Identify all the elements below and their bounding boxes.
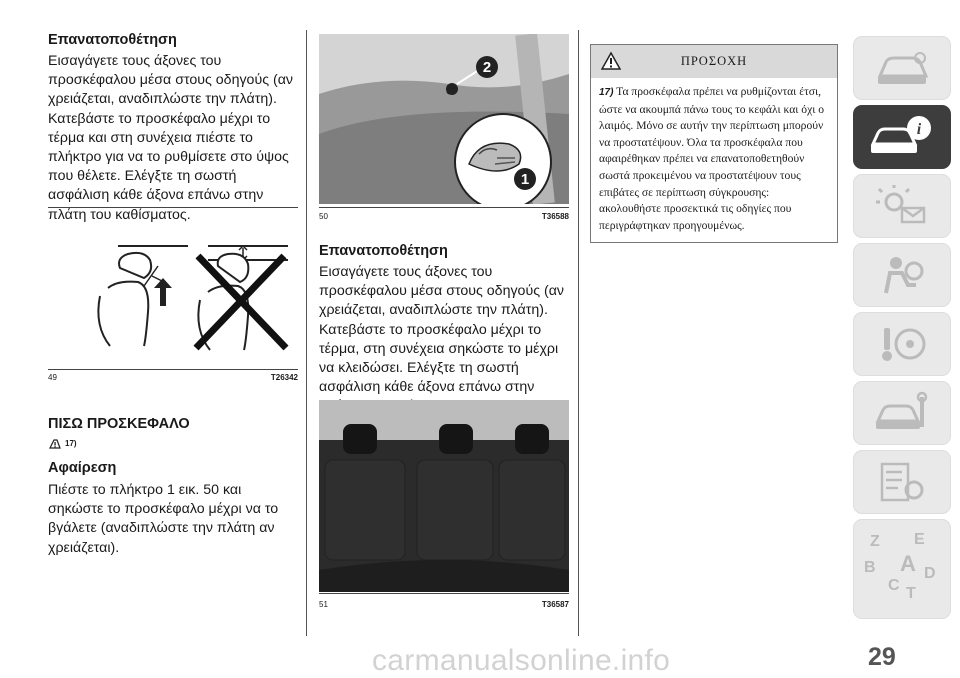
figure-51-rule: [319, 593, 569, 594]
tab-dashboard[interactable]: [853, 36, 951, 100]
section-title: ΠΙΣΩ ΠΡΟΣΚΕΦΑΛΟ: [48, 416, 190, 432]
warning-box: [590, 44, 838, 243]
figure-51-number: 51: [319, 600, 328, 609]
figure-50-rule: [319, 207, 569, 208]
index-letter-t: T: [906, 585, 916, 602]
headrest-diagram: [48, 236, 298, 356]
warning-number: 17): [599, 87, 614, 98]
figure-50-caption: [319, 212, 569, 221]
heading-reinstallation-1: Επανατοποθέτηση: [48, 32, 177, 48]
warning-text: Τα προσκέφαλα πρέπει να ρυθμίζονται έτσι, ώστε να ακουμπά πάνω τους το κεφάλι και όχι ο λαιμός. Μόνο σε αυτήν την περίπτωση μπορούν να προστατέψουν. Όλα τα προσκέφαλα που αφαιρέθηκαν πρέπει να επανατοποθετηθούν σωστά προκειμένου να προστατέψουν τους επιβάτες σε περίπτωση σύγκρουσης: ακολουθήστε προσεκτικά τις οδηγίες που περιγράφτηκαν προηγουμένως.: [599, 85, 825, 232]
heading-reinstallation-2: Επανατοποθέτηση: [319, 243, 448, 259]
figure-49-number: 49: [48, 373, 57, 382]
column-separator-1: [306, 30, 307, 636]
tab-warning-lights[interactable]: [853, 174, 951, 238]
warning-reference: [48, 436, 77, 450]
index-letters-icon: [862, 529, 942, 609]
figure-49-caption: [48, 373, 298, 382]
paragraph-reinstallation-1: Εισαγάγετε τους άξονες του προσκέφαλου μέσα στους οδηγούς (αν χρειάζεται, αναδιπλώστε την πλάτη). Κατεβάστε το προσκέφαλο μέχρι το τέρμα και στη συνέχεια πιέστε το πλήκτρο για να το ρυθμίσετε στο ύψος που θέλετε. Ελέγξτε τη σωστή ασφάλιση κάθε άξονα επάνω στην πλάτη του καθίσματος.: [48, 53, 294, 223]
warning-header: [591, 45, 837, 78]
car-info-icon: [867, 114, 937, 160]
figure-50-number: 50: [319, 212, 328, 221]
figure-51-image: [319, 400, 569, 592]
tab-car-info[interactable]: [853, 105, 951, 169]
index-letter-d: D: [924, 565, 936, 582]
heading-removal: Αφαίρεση: [48, 460, 117, 476]
car-wrench-icon: [872, 391, 932, 435]
index-letter-c: C: [888, 577, 900, 594]
figure-49-code: T26342: [270, 373, 298, 382]
index-letter-z: Z: [870, 533, 880, 550]
figure-50-image: [319, 34, 569, 204]
car-dashboard-icon: [872, 46, 932, 90]
tab-index[interactable]: [853, 519, 951, 619]
index-letter-a: A: [900, 551, 916, 576]
warning-light-envelope-icon: [872, 184, 932, 228]
tab-safety[interactable]: [853, 243, 951, 307]
figure-49-image: [48, 236, 298, 356]
paragraph-reinstallation-2: Εισαγάγετε τους άξονες του προσκέφαλου μέσα στους οδηγούς (αν χρειάζεται, αναδιπλώστε την πλάτη). Κατεβάστε το προσκέφαλο μέχρι το τέρμα, στη συνέχεια σηκώστε το μέχρι να κλειδώσει. Ελέγξτε τη σωστή ασφάλιση κάθε άξονα επάνω στην: [319, 264, 565, 396]
tab-starting-driving[interactable]: [853, 312, 951, 376]
callout-1: 1: [514, 168, 536, 190]
index-letter-e: E: [914, 531, 925, 548]
warning-ref-number: 17): [65, 438, 77, 448]
airbag-person-icon: [872, 253, 932, 297]
paragraph-removal: Πιέστε το πλήκτρο 1 εικ. 50 και σηκώστε το προσκέφαλο μέχρι να το βγάλετε (αναδιπλώστε την πλάτη αν χρειάζεται).: [48, 482, 279, 556]
column-separator-2: [578, 30, 579, 636]
callout-2: 2: [476, 56, 498, 78]
checklist-gear-icon: [872, 460, 932, 504]
index-letter-b: B: [864, 559, 876, 576]
divider: [48, 207, 298, 208]
warning-triangle-icon: [601, 51, 621, 71]
rear-seats-photo: [319, 400, 569, 592]
warning-hand-icon: [48, 436, 62, 450]
warning-body: [591, 78, 837, 242]
svg-text:i: i: [916, 121, 922, 138]
figure-51-code: T36587: [541, 600, 569, 609]
warning-title: ΠΡΟΣΟΧΗ: [680, 54, 748, 68]
tab-maintenance[interactable]: [853, 381, 951, 445]
figure-51-caption: [319, 600, 569, 609]
key-steering-wheel-icon: [872, 322, 932, 366]
page-number: 29: [868, 643, 896, 671]
figure-50-code: T36588: [541, 212, 569, 221]
tab-technical-data[interactable]: [853, 450, 951, 514]
watermark: carmanualsonline.info: [372, 644, 671, 677]
figure-49-rule: [48, 369, 298, 370]
